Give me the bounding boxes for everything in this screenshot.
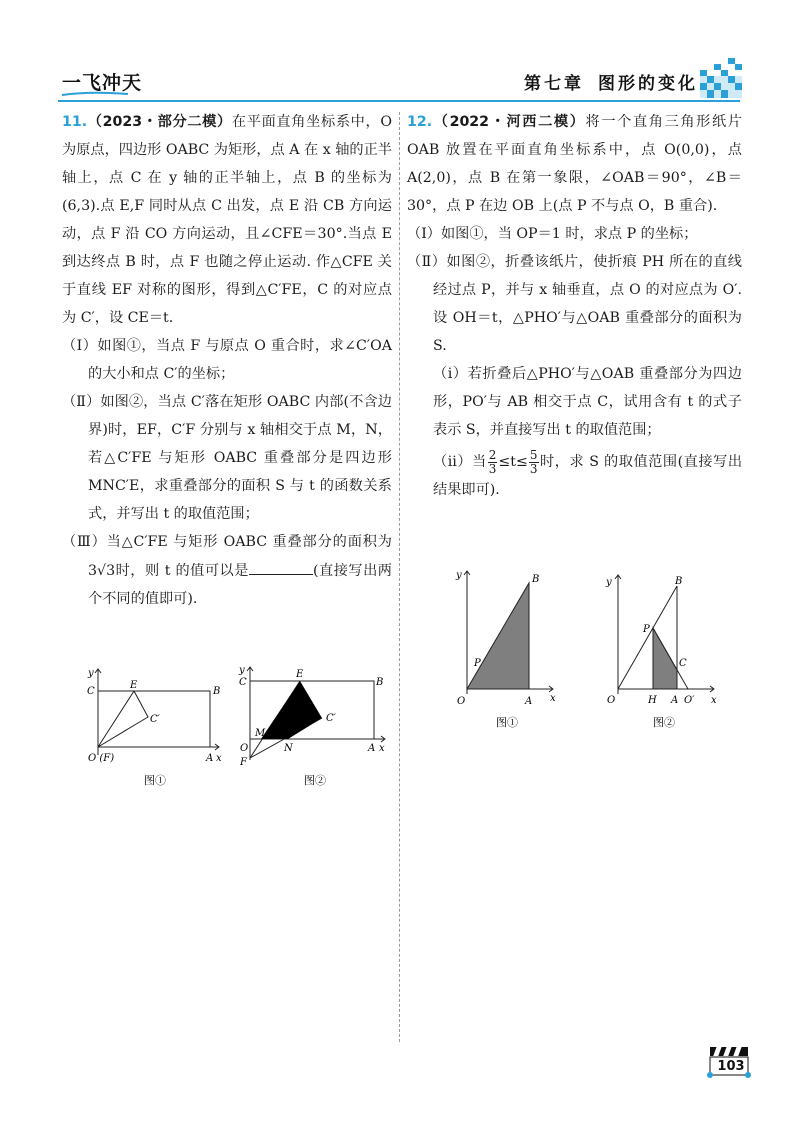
checker-decoration-icon: [700, 58, 742, 98]
logo-swoosh-icon: [60, 91, 130, 97]
q11-stem-text: 在平面直角坐标系中，O为原点，四边形 OABC 为矩形，点 A 在 x 轴的正半轴上，点 C 在 y 轴的正半轴上，点 B 的坐标为(6,3).点 E,F 同时从点 C 出发，点 E 沿 CB 方向运动，点 F 沿 CO 方向运动，且∠CFE＝30°.当点 E 到达终点 B 时，点 F 也随之停止运动. 作△CFE 关于直线 EF 对称的图形，得到△C′FE，C 的对应点为 C′，设 CE＝t.: [62, 114, 392, 326]
fraction-denominator: 3: [529, 461, 538, 476]
label-x: x: [216, 753, 222, 764]
page-number-badge: [706, 1043, 752, 1079]
fraction-numerator: 2: [488, 447, 497, 462]
q12-inequality: ≤t≤: [498, 454, 528, 470]
label-e: E: [296, 669, 304, 680]
label-o: O: [607, 695, 616, 706]
question-11: [62, 108, 392, 613]
q12-part1: （Ⅰ）如图①，当 OP＝1 时，求点 P 的坐标；: [407, 226, 698, 242]
label-c: C: [679, 658, 687, 669]
label-b: B: [532, 574, 540, 585]
q12-number: 12.: [407, 114, 433, 130]
label-p: P: [474, 658, 481, 669]
header-rule: [58, 100, 740, 102]
label-c: C: [87, 686, 95, 697]
q12-figure-2: [601, 566, 731, 736]
q11-number: 11.: [62, 114, 88, 130]
q12-part2-i: （ⅰ）若折叠后△PHO′与△OAB 重叠部分为四边形，PO′与 AB 相交于点 C，试用含有 t 的式子表示 S，并直接写出 t 的取值范围；: [433, 366, 742, 438]
label-a: A: [525, 696, 533, 707]
label-c-prime: C′: [150, 714, 160, 725]
q11-part3-tail: (直接写出两个不同的值即可).: [88, 563, 392, 607]
answer-blank[interactable]: [249, 556, 313, 575]
chapter-title: 图形的变化: [598, 74, 698, 94]
fraction-denominator: 3: [488, 461, 497, 476]
chapter-heading: [524, 69, 698, 94]
label-x: x: [550, 693, 556, 704]
label-h: H: [648, 695, 657, 706]
label-o: O: [240, 743, 249, 754]
label-b: B: [376, 677, 384, 688]
label-b: B: [675, 576, 683, 587]
q12-figure-1: [452, 566, 572, 736]
label-f: F: [240, 757, 247, 768]
q11-part3-text: （Ⅲ）当△C′FE 与矩形 OABC 重叠部分的面积为 3√3时，则 t 的值可以是: [62, 534, 392, 579]
q12-part2-ii-lead: （ⅱ）当: [433, 454, 487, 470]
label-y: y: [239, 665, 245, 676]
q11-fig2-caption: 图②: [304, 774, 326, 787]
column-divider: [399, 112, 400, 1042]
label-c: C: [239, 677, 247, 688]
fraction-five-thirds: [529, 449, 539, 476]
q12-fig1-caption: 图①: [496, 716, 518, 729]
q12-part2-ii: [407, 448, 742, 504]
label-o-f: O (F): [88, 753, 115, 764]
page-number: 103: [717, 1059, 745, 1074]
label-b: B: [213, 686, 221, 697]
fraction-two-thirds: [488, 449, 498, 476]
label-m: M: [255, 728, 266, 739]
q11-part2: （Ⅱ）如图②，当点 C′落在矩形 OABC 内部(不含边界)时，EF，C′F 分别与 x 轴相交于点 M，N，若△C′FE 与矩形 OABC 重叠部分是四边形 MNC′E，求重叠部分的面积 S 与 t 的函数关系式，并写出 t 的取值范围；: [62, 394, 392, 522]
q12-source: （2022・河西二模）: [432, 114, 586, 130]
q12-stem: [407, 108, 742, 220]
series-logo: 一飞冲天: [62, 72, 143, 94]
label-a: A: [368, 743, 376, 754]
q12-part2: （Ⅱ）如图②，折叠该纸片，使折痕 PH 所在的直线经过点 P，并与 x 轴垂直，点 O 的对应点为 O′. 设 OH＝t，△PHO′与△OAB 重叠部分的面积为 S.: [407, 254, 742, 354]
q12-stem-text: 将一个直角三角形纸片 OAB 放置在平面直角坐标系中，点 O(0,0)，点 A(2,0)，点 B 在第一象限，∠OAB＝90°，∠B＝30°，点 P 在边 OB 上(点 P 不与点 O，B 重合).: [407, 114, 742, 214]
overlap-quadrilateral: [261, 681, 322, 739]
label-c-prime: C′: [326, 713, 336, 724]
label-y: y: [456, 570, 462, 581]
question-12: [407, 108, 742, 504]
label-o: O: [457, 696, 466, 707]
fraction-numerator: 5: [529, 447, 538, 462]
q11-source: （2023・部分二模）: [87, 114, 232, 130]
label-a: A: [206, 753, 214, 764]
overlap-quadrilateral: [653, 628, 677, 689]
q11-figure-2: [236, 660, 396, 790]
page-header: [0, 0, 800, 110]
q11-fig1-caption: 图①: [144, 774, 166, 787]
label-a: A: [671, 695, 679, 706]
label-e: E: [130, 680, 138, 691]
label-y: y: [606, 577, 612, 588]
label-p: P: [643, 624, 650, 635]
label-o-prime: O′: [684, 695, 695, 706]
triangle-cfe-reflection: [98, 691, 148, 747]
q11-part3: [62, 528, 392, 613]
triangle-oab: [467, 583, 529, 689]
q11-stem: [62, 108, 392, 332]
q11-part1: （Ⅰ）如图①，当点 F 与原点 O 重合时，求∠C′OA 的大小和点 C′的坐标；: [62, 338, 392, 382]
label-n: N: [284, 743, 293, 754]
label-y: y: [88, 668, 94, 679]
q12-part2-ii-tail: 时，求 S 的取值范围(直接写出结果即可).: [433, 454, 743, 498]
label-x: x: [711, 695, 717, 706]
label-x: x: [379, 743, 385, 754]
q11-figure-1: [82, 660, 232, 790]
chapter-label: 第七章: [524, 74, 584, 94]
q12-fig2-caption: 图②: [653, 716, 675, 729]
